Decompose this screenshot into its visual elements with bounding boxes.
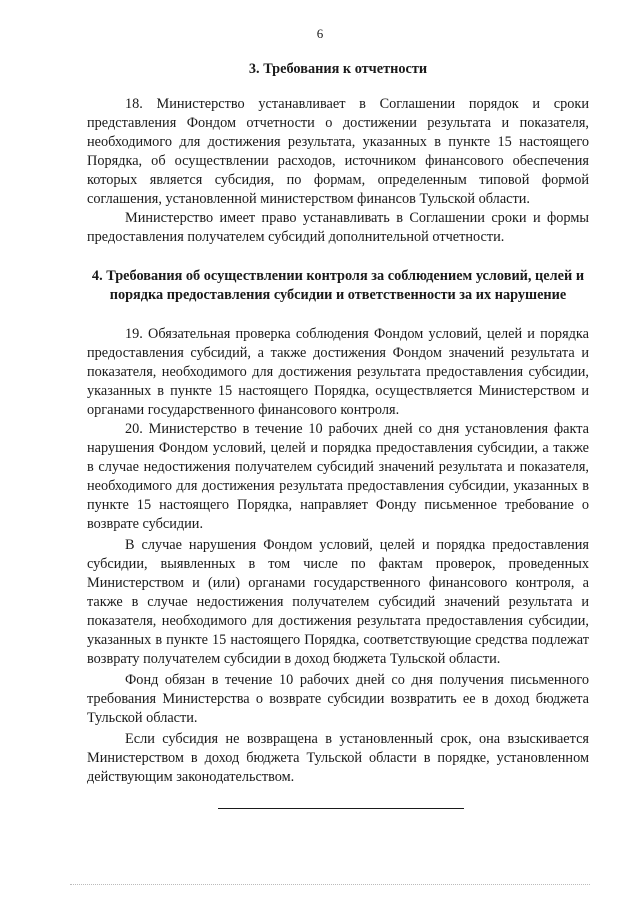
scan-edge-artifact [70,884,590,885]
paragraph-20-refund: Фонд обязан в течение 10 рабочих дней со дня получения письменного требования Министерства о возврате субсидии возвратить ее в доход бюджета Тульской области. [87,672,589,726]
paragraph-18: 18. Министерство устанавливает в Соглашении порядок и сроки представления Фондом отчетности о достижении результата и показателя, необходимого для достижения результата, указанных в пункте 15 настоящего Порядка, об осуществлении расходов, источником финансового обеспечения которых является субсидия, по формам, определенным типовой формой соглашения, установленной министерством финансов Тульской области. [87,96,589,207]
paragraph-20: 20. Министерство в течение 10 рабочих дней со дня установления факта нарушения Фондом условий, целей и порядка предоставления субсидии, а также в случае недостижения получателем субсидий значений результата и показателя, необходимого для достижения результата предоставления субсидии, указанных в пункте 15 настоящего Порядка, направляет Фонду письменное требование о возврате субсидии. [87,421,589,532]
section-4-title: 4. Требования об осуществлении контроля за соблюдением условий, целей и порядка предоставления субсидии и ответственности за их нарушение [91,268,585,303]
section-3-title: 3. Требования к отчетности [248,61,428,77]
paragraph-20-violation: В случае нарушения Фондом условий, целей и порядка предоставления субсидии, выявленных в том числе по фактам проверок, проведенных Министерством и (или) органами государственного финансового контроля, а также в случае недостижения получателем субсидий значений результата и показателя, необходимого для достижения результата предоставления субсидии, указанных в пункте 15 настоящего Порядка, соответствующие средства подлежат возврату получателем субсидии в доход бюджета Тульской области. [87,537,589,667]
paragraph-20-recovery: Если субсидия не возвращена в установленный срок, она взыскивается Министерством в доход бюджета Тульской области в порядке, установленном действующим законодательством. [87,731,589,785]
paragraph-19: 19. Обязательная проверка соблюдения Фондом условий, целей и порядка предоставления субсидий, а также достижения Фондом значений результата и показателя, необходимого для достижения результата предоставления субсидии, указанных в пункте 15 настоящего Порядка, осуществляется Министерством и органами государственного финансового контроля. [87,326,589,418]
paragraph-18-additional: Министерство имеет право устанавливать в Соглашении сроки и формы предоставления получателем субсидий дополнительной отчетности. [87,210,589,245]
end-of-text-rule [218,808,464,809]
page-content [87,60,589,787]
page-number: 6 [316,26,324,41]
